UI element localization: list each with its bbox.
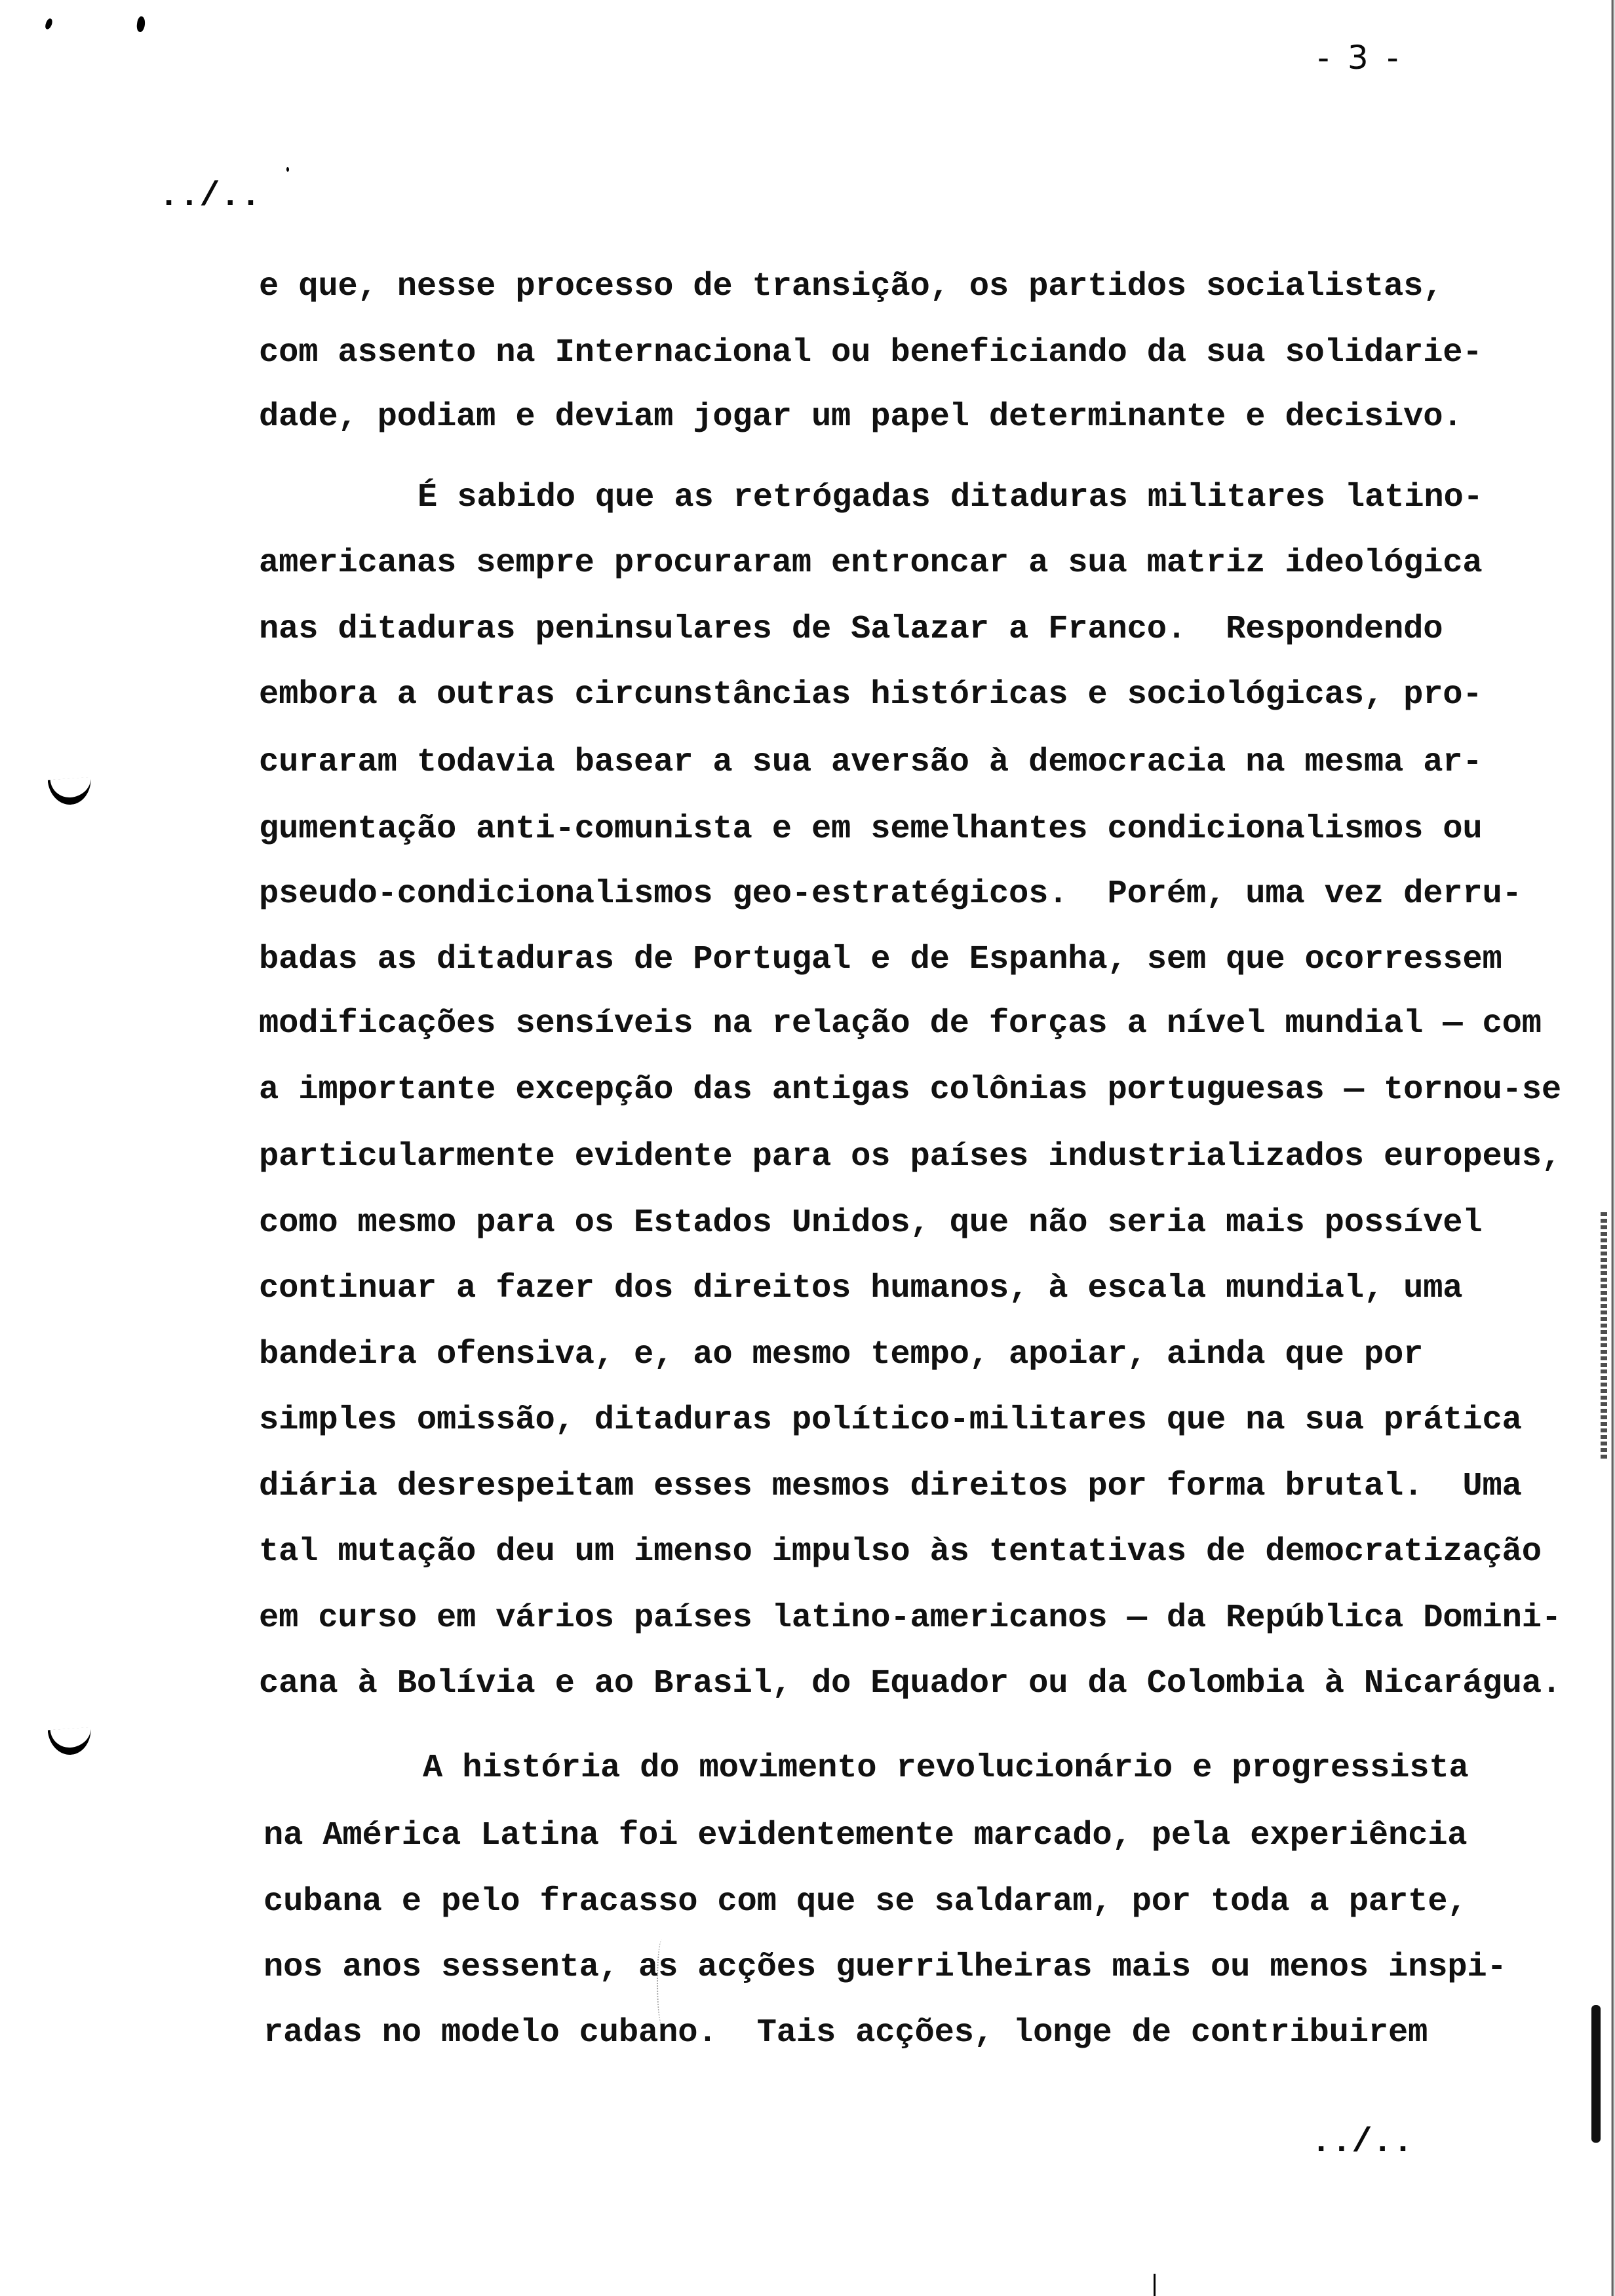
scan-edge-artifact [1591, 2005, 1601, 2143]
text-line: gumentação anti-comunista e em semelhantes condicionalismos ou [259, 811, 1483, 848]
text-line: e que, nesse processo de transição, os partidos socialistas, [259, 268, 1443, 305]
text-line: cana à Bolívia e ao Brasil, do Equador ou da Colombia à Nicarágua. [259, 1665, 1561, 1702]
scan-speck [136, 16, 146, 32]
text-line: badas as ditaduras de Portugal e de Espanha, sem que ocorressem [259, 941, 1502, 978]
text-line: tal mutação deu um imenso impulso às tentativas de democratização [259, 1533, 1542, 1571]
text-line: dade, podiam e deviam jogar um papel determinante e decisivo. [259, 398, 1463, 436]
text-line: nas ditaduras peninsulares de Salazar a Franco. Respondendo [259, 611, 1443, 648]
text-line: na América Latina foi evidentemente marcado, pela experiência [263, 1817, 1468, 1854]
text-line: nos anos sessenta, as acções guerrilheiras mais ou menos inspi- [263, 1949, 1507, 1986]
continuation-marker-bottom: ../.. [1311, 2123, 1414, 2162]
text-line: em curso em vários países latino-americanos — da República Domini- [259, 1599, 1561, 1637]
scan-edge [1608, 0, 1615, 2296]
text-line: como mesmo para os Estados Unidos, que não seria mais possível [259, 1204, 1483, 1242]
text-line: cubana e pelo fracasso com que se saldaram, por toda a parte, [263, 1883, 1468, 1921]
text-line: radas no modelo cubano. Tais acções, longe de contribuirem [263, 2014, 1428, 2052]
punch-hole-icon [48, 1727, 93, 1757]
continuation-marker-top: ../.. [159, 177, 262, 216]
text-line: embora a outras circunstâncias históricas e sociológicas, pro- [259, 676, 1483, 714]
text-line: particularmente evidente para os países industrializados europeus, [259, 1138, 1561, 1176]
scan-artifact [1154, 2274, 1156, 2296]
page-number: - 3 - [1317, 39, 1403, 77]
scan-edge-artifact [1601, 1212, 1607, 1461]
text-line: a importante excepção das antigas colônias portuguesas — tornou-se [259, 1071, 1561, 1109]
text-line: simples omissão, ditaduras político-militares que na sua prática [259, 1402, 1522, 1439]
pencil-mark [657, 1940, 667, 2025]
text-line: A história do movimento revolucionário e progressista [423, 1750, 1469, 1787]
text-line: continuar a fazer dos direitos humanos, à escala mundial, uma [259, 1270, 1463, 1307]
text-line: bandeira ofensiva, e, ao mesmo tempo, apoiar, ainda que por [259, 1336, 1424, 1373]
text-line: americanas sempre procuraram entroncar a sua matriz ideológica [259, 545, 1483, 582]
text-line: É sabido que as retrógadas ditaduras militares latino- [418, 479, 1483, 516]
scan-speck [286, 167, 289, 172]
text-line: modificações sensíveis na relação de forças a nível mundial — com [259, 1005, 1542, 1043]
text-line: diária desrespeitam esses mesmos direitos por forma brutal. Uma [259, 1468, 1522, 1505]
text-line: curaram todavia basear a sua aversão à democracia na mesma ar- [259, 744, 1483, 781]
text-line: pseudo-condicionalismos geo-estratégicos. Porém, uma vez derru- [259, 875, 1522, 913]
text-line: com assento na Internacional ou beneficiando da sua solidarie- [259, 334, 1483, 372]
scan-speck [44, 18, 54, 30]
punch-hole-icon [48, 777, 93, 807]
